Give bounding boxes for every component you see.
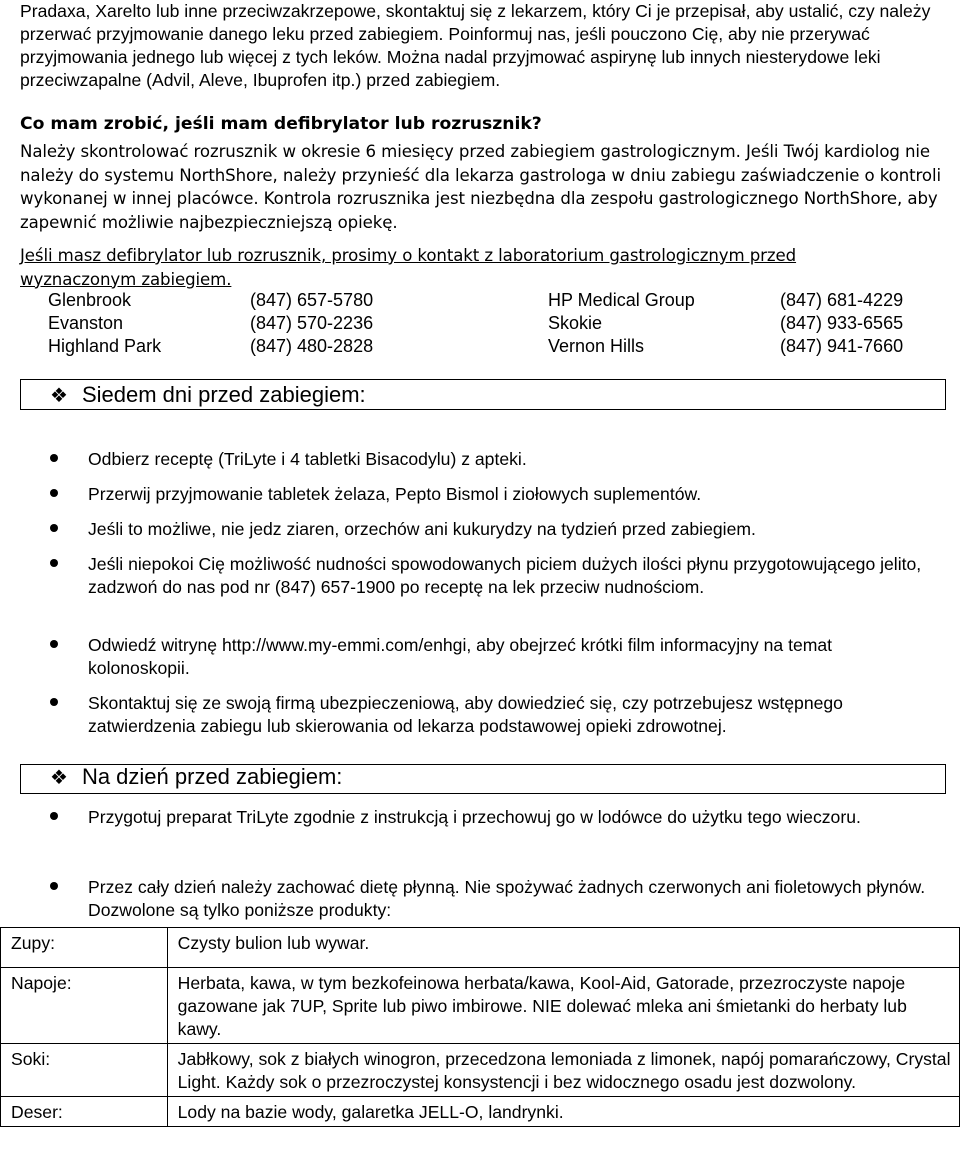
diet-value: Czysty bulion lub wywar.: [167, 928, 959, 968]
diet-label: Zupy:: [1, 928, 168, 968]
list-item: Skontaktuj się ze swoją firmą ubezpieczeniową, aby dowiedzieć się, czy potrzebujesz wstępnego zatwierdzenia zabiegu lub skierowania od lekarza podstawowej opieki zdrowotnej.: [50, 692, 930, 738]
bullet-icon: [50, 812, 58, 820]
contact-place: Glenbrook: [48, 290, 132, 310]
intro-paragraph: Pradaxa, Xarelto lub inne przeciwzakrzepowe, skontaktuj się z lekarzem, który Ci je przepisał, aby ustalić, czy należy przerwać przyjmowanie danego leku przed zabiegiem. Poinformuj nas, jeśli pouczono Cię, aby nie przerywać przyjmowania jednego lub więcej z tych leków. Można nadal przyjmować aspirynę lub innych niesterydowe leki przeciwzapalne (Advil, Aleve, Ibuprofen itp.) przed zabiegiem.: [20, 1, 931, 90]
section-title-text: Na dzień przed zabiegiem:: [81, 764, 343, 789]
diet-value: Jabłkowy, sok z białych winogron, przecedzona lemoniada z limonek, napój pomarańczowy, Crystal Light. Każdy sok o przezroczystej konsystencji i bez widocznego osadu jest dozwolony.: [167, 1044, 959, 1097]
diet-label: Deser:: [1, 1097, 168, 1127]
table-row: [1, 928, 960, 968]
table-row: [1, 1097, 960, 1127]
section-title-seven-days: [50, 382, 366, 409]
section-title-text: Siedem dni przed zabiegiem:: [81, 382, 366, 407]
bullet-icon: [50, 882, 58, 890]
list-item: Jeśli niepokoi Cię możliwość nudności spowodowanych piciem dużych ilości płynu przygotowującego jelito, zadzwoń do nas pod nr (847) 657-1900 po receptę na lek przeciw nudnościom.: [50, 553, 930, 599]
contact-place: Evanston: [48, 313, 124, 333]
bullet-icon: [50, 640, 58, 648]
diet-label: Napoje:: [1, 968, 168, 1044]
list-item: Przez cały dzień należy zachować dietę płynną. Nie spożywać żadnych czerwonych ani fioletowych płynów. Dozwolone są tylko poniższe produkty:: [50, 876, 930, 922]
bullet-icon: [50, 524, 58, 532]
contact-phones-left: [250, 289, 373, 358]
contact-place: Highland Park: [48, 336, 162, 356]
diet-value: Herbata, kawa, w tym bezkofeinowa herbata/kawa, Kool-Aid, Gatorade, przezroczyste napoje gazowane jak 7UP, Sprite lub piwo imbirowe. NIE dolewać mleka ani śmietanki do herbaty lub kawy.: [167, 968, 959, 1044]
list-item: Przygotuj preparat TriLyte zgodnie z instrukcją i przechowuj go w lodówce do użytku tego wieczoru.: [50, 806, 930, 829]
list-item: Przerwij przyjmowanie tabletek żelaza, Pepto Bismol i ziołowych suplementów.: [50, 483, 930, 506]
contact-phone: (847) 681-4229: [780, 290, 904, 310]
list-item: Odbierz receptę (TriLyte i 4 tabletki Bisacodylu) z apteki.: [50, 448, 930, 471]
diamond-bullet-icon: ❖: [50, 385, 68, 407]
diet-label: Soki:: [1, 1044, 168, 1097]
contact-places-left: [48, 289, 161, 358]
diamond-bullet-icon: ❖: [50, 767, 68, 789]
section-title-day-before: [50, 764, 342, 791]
contact-place: Vernon Hills: [548, 336, 645, 356]
list-item: Jeśli to możliwe, nie jedz ziaren, orzechów ani kukurydzy na tydzień przed zabiegiem.: [50, 518, 930, 541]
contact-phone: (847) 941-7660: [780, 336, 904, 356]
diet-table: [0, 927, 960, 1127]
contact-phone: (847) 570-2236: [250, 313, 374, 333]
contact-phone: (847) 480-2828: [250, 336, 374, 356]
diet-value: Lody na bazie wody, galaretka JELL-O, landrynki.: [167, 1097, 959, 1127]
pacemaker-heading: Co mam zrobić, jeśli mam defibrylator lub rozrusznik?: [20, 114, 542, 134]
table-row: [1, 968, 960, 1044]
table-row: [1, 1044, 960, 1097]
contact-places-right: [548, 289, 695, 358]
contact-phone: (847) 657-5780: [250, 290, 374, 310]
contact-phones-right: [780, 289, 903, 358]
bullet-icon: [50, 454, 58, 462]
bullet-icon: [50, 559, 58, 567]
pacemaker-contact-note: Jeśli masz defibrylator lub rozrusznik, prosimy o kontakt z laboratorium gastrologicznym przed wyznaczonym zabiegiem.: [20, 246, 797, 289]
pacemaker-paragraph: Należy skontrolować rozrusznik w okresie 6 miesięcy przed zabiegiem gastrologicznym. Jeśli Twój kardiolog nie należy do systemu NorthShore, należy przynieść dla lekarza gastrologa w dniu zabiegu zaświadczenie o kontroli wykonanej w innej placówce. Kontrola rozrusznika jest niezbędna dla zespołu gastrologicznego NorthShore, aby zapewnić możliwie najbezpieczniejszą opiekę.: [20, 142, 941, 232]
list-item: Odwiedź witrynę http://www.my-emmi.com/enhgi, aby obejrzeć krótki film informacyjny na temat kolonoskopii.: [50, 634, 930, 680]
contact-place: Skokie: [548, 313, 603, 333]
bullet-icon: [50, 489, 58, 497]
contact-phone: (847) 933-6565: [780, 313, 904, 333]
bullet-icon: [50, 698, 58, 706]
contact-place: HP Medical Group: [548, 290, 695, 310]
